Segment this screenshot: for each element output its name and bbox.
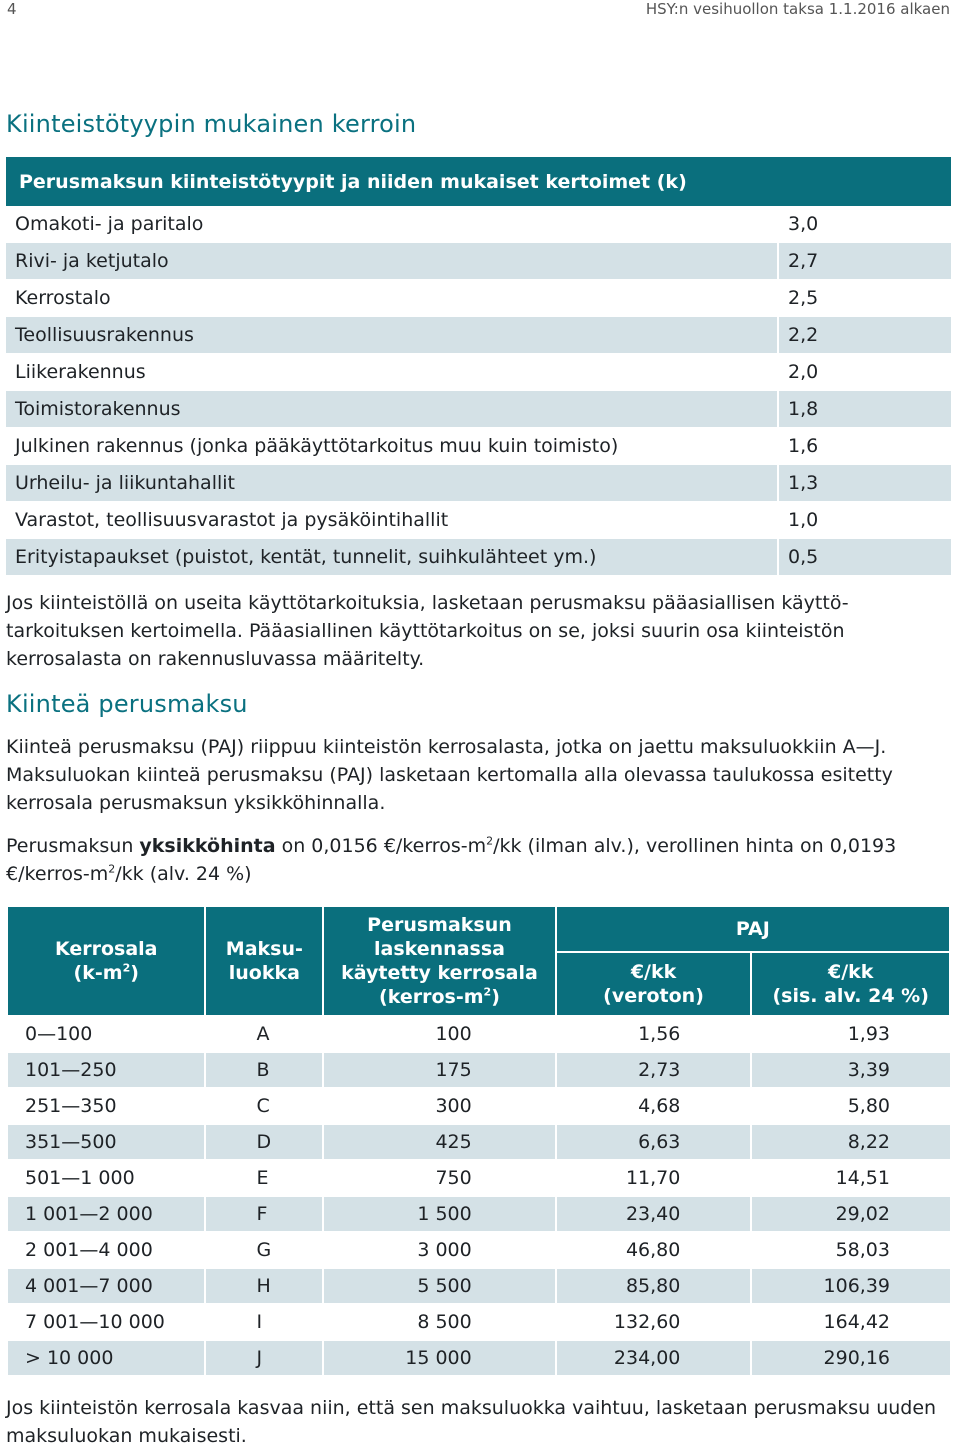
used-floor-area: 175 [323, 1052, 556, 1088]
monthly-fee-gross: 8,22 [751, 1124, 950, 1160]
table-row [6, 428, 951, 465]
floor-area-range: 501—1 000 [7, 1160, 205, 1196]
coefficient-value: 3,0 [778, 206, 951, 243]
property-type-label: Kerrostalo [6, 280, 778, 317]
table-row [7, 1160, 950, 1196]
col-header-used-area: Perusmaksun laskennassa käytetty kerrosala $(kerros-m^2)$ [323, 906, 556, 1016]
table-row [7, 1304, 950, 1340]
table-row [7, 1268, 950, 1304]
property-type-label: Urheilu- ja liikuntahallit [6, 465, 778, 502]
fixed-fee-intro: Kiinteä perusmaksu (PAJ) riippuu kiinteistön kerrosalasta, jotka on jaettu maksuluokkiin A—J. Maksuluokan kiinteä perusmaksu (PAJ) lasketaan kertomalla alla olevassa taulukossa esitetty kerrosala perusmaksun yksikköhinnalla. [6, 736, 893, 814]
used-floor-area: 100 [323, 1016, 556, 1052]
table-row [6, 465, 951, 502]
property-type-label: Toimistorakennus [6, 391, 778, 428]
used-floor-area: 750 [323, 1160, 556, 1196]
unit-price-emphasis: yksikköhinta [139, 835, 276, 857]
monthly-fee-gross: 5,80 [751, 1088, 950, 1124]
table-row [6, 354, 951, 391]
table-row [6, 317, 951, 354]
coefficient-value: 0,5 [778, 539, 951, 576]
col-header-floor-area: Kerrosala $(k-m^2)$ [7, 906, 205, 1016]
monthly-fee-net: 23,40 [556, 1196, 752, 1232]
monthly-fee-net: 11,70 [556, 1160, 752, 1196]
multi-use-note: Jos kiinteistöllä on useita käyttötarkoituksia, lasketaan perusmaksu pääasiallisen käyttö-tarkoituksen kertoimella. Pääasiallinen käyttötarkoitus on se, joksi suurin osa kiinteistön kerrosalasta on rakennusluvassa määritelty. [6, 592, 849, 670]
floor-area-range: 2 001—4 000 [7, 1232, 205, 1268]
monthly-fee-gross: 106,39 [751, 1268, 950, 1304]
col-group-paj: PAJ [556, 906, 950, 952]
table-title: Perusmaksun kiinteistötyypit ja niiden mukaiset kertoimet (k) [6, 157, 951, 206]
section-title-property-type-coefficient: Kiinteistötyypin mukainen kerroin [6, 110, 417, 138]
coefficient-value: 1,0 [778, 502, 951, 539]
monthly-fee-gross: 14,51 [751, 1160, 950, 1196]
monthly-fee-net: 4,68 [556, 1088, 752, 1124]
floor-area-range: 251—350 [7, 1088, 205, 1124]
fee-class: C [205, 1088, 323, 1124]
monthly-fee-gross: 29,02 [751, 1196, 950, 1232]
used-floor-area: 425 [323, 1124, 556, 1160]
fee-class: F [205, 1196, 323, 1232]
fee-class: G [205, 1232, 323, 1268]
floor-area-range: 351—500 [7, 1124, 205, 1160]
fee-class: B [205, 1052, 323, 1088]
table-row [7, 1340, 950, 1376]
document-title: HSY:n vesihuollon taksa 1.1.2016 alkaen [645, 0, 950, 18]
unit-price-text: Perusmaksun yksikköhinta on 0,0156 $€/kerros-m^2/kk$ (ilman alv.), verollinen hinta on 0,0193 $€/kerros-m^2/kk$ (alv. 24 %) [6, 834, 897, 885]
monthly-fee-gross: 290,16 [751, 1340, 950, 1376]
fee-class: E [205, 1160, 323, 1196]
floor-area-range: 7 001—10 000 [7, 1304, 205, 1340]
fee-class: D [205, 1124, 323, 1160]
fee-class: H [205, 1268, 323, 1304]
page-number: 4 [7, 0, 17, 18]
table-row [7, 1016, 950, 1052]
floor-area-range: 4 001—7 000 [7, 1268, 205, 1304]
monthly-fee-net: 1,56 [556, 1016, 752, 1052]
coefficient-value: 2,0 [778, 354, 951, 391]
table-row [7, 1088, 950, 1124]
fee-class: I [205, 1304, 323, 1340]
floor-area-range: > 10 000 [7, 1340, 205, 1376]
fee-class-change-note: Jos kiinteistön kerrosala kasvaa niin, että sen maksuluokka vaihtuu, lasketaan perusmaksu uuden maksuluokan mukaisesti. [6, 1397, 937, 1447]
used-floor-area: 3 000 [323, 1232, 556, 1268]
table-row [7, 1124, 950, 1160]
property-type-label: Erityistapaukset (puistot, kentät, tunnelit, suihkulähteet ym.) [6, 539, 778, 576]
col-header-net-price: €/kk (veroton) [556, 952, 752, 1016]
table-row [7, 1052, 950, 1088]
monthly-fee-net: 2,73 [556, 1052, 752, 1088]
col-header-gross-price: €/kk (sis. alv. 24 %) [751, 952, 950, 1016]
monthly-fee-net: 46,80 [556, 1232, 752, 1268]
coefficient-value: 1,3 [778, 465, 951, 502]
fee-class: A [205, 1016, 323, 1052]
coefficient-value: 2,2 [778, 317, 951, 354]
coefficient-value: 2,7 [778, 243, 951, 280]
col-header-fee-class: Maksu- luokka [205, 906, 323, 1016]
used-floor-area: 8 500 [323, 1304, 556, 1340]
floor-area-range: 101—250 [7, 1052, 205, 1088]
property-type-label: Varastot, teollisuusvarastot ja pysäköintihallit [6, 502, 778, 539]
table-row [7, 1232, 950, 1268]
monthly-fee-gross: 1,93 [751, 1016, 950, 1052]
monthly-fee-net: 234,00 [556, 1340, 752, 1376]
monthly-fee-gross: 58,03 [751, 1232, 950, 1268]
section-title-fixed-base-fee: Kiinteä perusmaksu [6, 690, 248, 718]
used-floor-area: 1 500 [323, 1196, 556, 1232]
floor-area-range: 1 001—2 000 [7, 1196, 205, 1232]
table-row [6, 539, 951, 576]
table-row [7, 1196, 950, 1232]
coefficient-value: 2,5 [778, 280, 951, 317]
table-row [6, 391, 951, 428]
coefficient-value: 1,6 [778, 428, 951, 465]
used-floor-area: 5 500 [323, 1268, 556, 1304]
monthly-fee-gross: 164,42 [751, 1304, 950, 1340]
table-row [6, 206, 951, 243]
property-type-label: Teollisuusrakennus [6, 317, 778, 354]
fee-class: J [205, 1340, 323, 1376]
table-row [6, 502, 951, 539]
monthly-fee-net: 85,80 [556, 1268, 752, 1304]
property-type-label: Julkinen rakennus (jonka pääkäyttötarkoitus muu kuin toimisto) [6, 428, 778, 465]
table-row [6, 280, 951, 317]
property-type-label: Rivi- ja ketjutalo [6, 243, 778, 280]
property-type-label: Liikerakennus [6, 354, 778, 391]
monthly-fee-gross: 3,39 [751, 1052, 950, 1088]
monthly-fee-net: 132,60 [556, 1304, 752, 1340]
coefficient-value: 1,8 [778, 391, 951, 428]
property-type-label: Omakoti- ja paritalo [6, 206, 778, 243]
used-floor-area: 15 000 [323, 1340, 556, 1376]
used-floor-area: 300 [323, 1088, 556, 1124]
table-row [6, 243, 951, 280]
monthly-fee-net: 6,63 [556, 1124, 752, 1160]
floor-area-range: 0—100 [7, 1016, 205, 1052]
fee-class-table [6, 905, 951, 1377]
property-type-coefficient-table [6, 157, 951, 576]
